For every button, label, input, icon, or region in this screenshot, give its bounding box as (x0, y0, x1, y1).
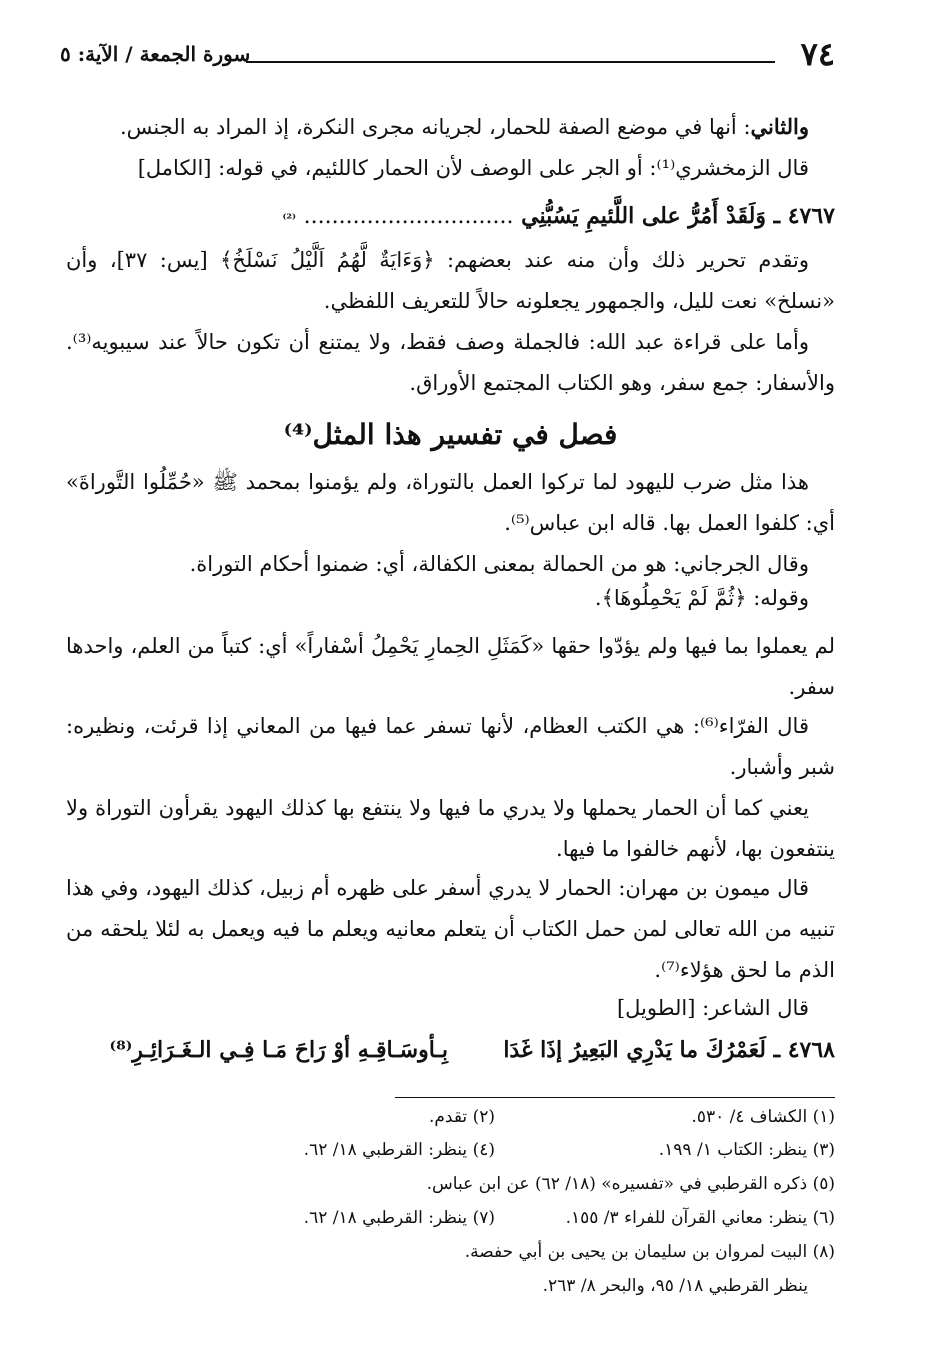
paragraph-3: وتقدم تحرير ذلك وأن منه عند بعضهم: ﴿وَءَايَةٌ لَّهُمُ اَلَّيْلُ نَسْلَخُ﴾ [يس: ٣٧]، وأن «نسلخ» نعت لليل، والجمهور يجعلونه حالاً للتعريف اللفظي. (66, 248, 835, 313)
footnote-4: (٤) ينظر: القرطبي ١٨/ ٦٢. (303, 1140, 495, 1160)
footnote-row (66, 1102, 835, 1133)
footnote-2: (٢) تقدم. (428, 1107, 495, 1127)
paragraph-lead: والثاني (750, 114, 809, 139)
footnote-8-source: ينظر القرطبي ١٨/ ٩٥، والبحر ٨/ ٢٦٣. (542, 1276, 808, 1296)
footnote-5: (٥) ذكره القرطبي في «تفسيره» (١٨/ ٦٢) عن ابن عباس. (426, 1174, 835, 1194)
paragraph-6b: وقوله: ﴿ثُمَّ لَمْ يَحْمِلُوهَا﴾. (594, 586, 809, 610)
verse-number: ٤٧٦٨ ـ (773, 1037, 835, 1063)
footnote-rule (395, 1097, 835, 1098)
footnote-8: (٨) البيت لمروان بن سليمان بن يحيى بن أبي حفصة. (464, 1242, 835, 1262)
paragraph-10: قال ميمون بن مهران: الحمار لا يدري أسفر على ظهره أم زبيل، كذلك اليهود، وفي هذا تنبيه من الله تعالى لمن حمل الكتاب أن يتعلم معانيه ويعلم ما فيه ويعمل به لئلا يلحقه من الذم ما لحق هؤلاء⁽⁷⁾. (66, 876, 835, 982)
section-heading: فصل في تفسير هذا المثل⁽⁴⁾ (283, 418, 618, 451)
running-header (60, 34, 835, 74)
verse-note: ⁽²⁾ (282, 212, 296, 227)
paragraph-7: لم يعملوا بما فيها ولم يؤدّوا حقها «كَمَثَلِ الحِمارِ يَحْمِلُ أسْفاراً» أي: كتباً من العلم، واحدها سفر. (66, 634, 835, 699)
paragraph-11: قال الشاعر: [الطويل] (616, 996, 809, 1020)
paragraph-6a: وقال الجرجاني: هو من الحمالة بمعنى الكفالة، أي: ضمنوا أحكام التوراة. (189, 552, 809, 576)
header-rule (246, 61, 775, 63)
verse-4768 (66, 1030, 835, 1070)
paragraph-text: : أنها في موضع الصفة للحمار، لجريانه مجرى النكرة، إذ المراد به الجنس. (119, 115, 751, 139)
page-number: ٧٤ (800, 35, 835, 73)
paragraph-1 (66, 106, 835, 148)
verse-number: ٤٧٦٧ ـ (773, 203, 835, 229)
paragraph-2: قال الزمخشري⁽¹⁾: أو الجر على الوصف لأن الحمار كاللئيم، في قوله: [الكامل] (137, 156, 809, 180)
verse-text: وَلَقَدْ أَمُرُّ على اللَّئيمِ يَسُبُّنِي (521, 203, 766, 229)
surah-title: سورة الجمعة / الآية: ٥ (60, 42, 251, 66)
footnote-3: (٣) ينظر: الكتاب ١/ ١٩٩. (658, 1140, 835, 1160)
paragraph-5: هذا مثل ضرب لليهود لما تركوا العمل بالتوراة، ولم يؤمنوا بمحمد ﷺ «حُمِّلُوا التَّوراةَ» أي: كلفوا العمل بها. قاله ابن عباس⁽⁵⁾. (66, 470, 835, 535)
footnote-row (66, 1203, 835, 1234)
verse-4767 (66, 196, 835, 240)
footnote-1: (١) الكشاف ٤/ ٥٣٠. (691, 1107, 835, 1127)
footnote-row (66, 1237, 835, 1268)
paragraph-9: يعني كما أن الحمار يحملها ولا يدري ما فيها ولا ينتفع بها كذلك اليهود يقرأون التوراة ولا ينتفعون بها، لأنهم خالفوا ما فيها. (66, 796, 835, 861)
footnote-row (66, 1135, 835, 1166)
footnote-6: (٦) ينظر: معاني القرآن للفراء ٣/ ١٥٥. (565, 1208, 835, 1228)
footnote-row (66, 1271, 808, 1302)
footnote-row (66, 1169, 835, 1200)
footnote-7: (٧) ينظر: القرطبي ١٨/ ٦٢. (303, 1208, 495, 1228)
verse-hemistich-1: لَعَمْرُكَ ما يَدْرِي البَعِيرُ إذَا غَدَا (503, 1037, 766, 1063)
paragraph-8: قال الفرّاء⁽⁶⁾: هي الكتب العظام، لأنها تسفر عما فيها من المعاني إذا قرئت، ونظيره: شبر وأشبار. (66, 714, 835, 779)
verse-hemistich-2: بِـأوسَـاقِـهِ أوْ رَاحَ مَـا فِـي الـغَـرَائِـرِ⁽⁸⁾ (109, 1037, 448, 1063)
paragraph-4: وأما على قراءة عبد الله: فالجملة وصف فقط، ولا يمتنع أن تكون حالاً عند سيبويه⁽³⁾. والأسفار: جمع سفر، وهو الكتاب المجتمع الأوراق. (66, 330, 835, 395)
verse-dots: .............................. (303, 204, 514, 229)
